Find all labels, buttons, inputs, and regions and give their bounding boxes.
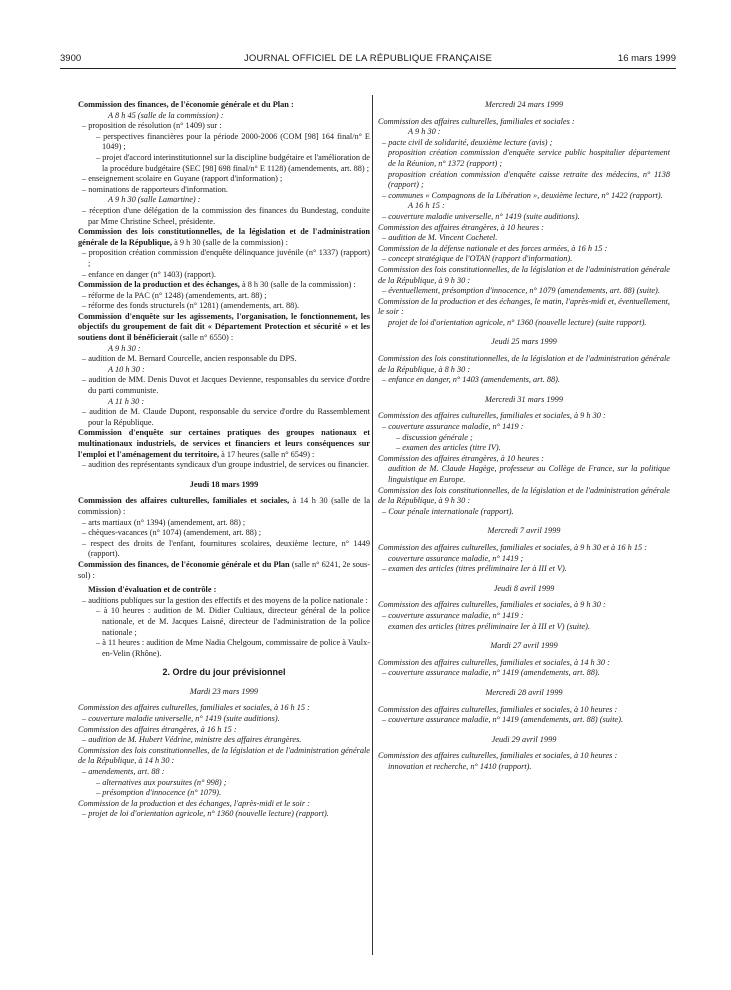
committee-heading: Commission des affaires culturelles, familiales et sociales, à 9 h 30 :	[378, 411, 606, 421]
agenda-item: – couverture assurance maladie, n° 1419 :	[382, 610, 524, 620]
agenda-item: – perspectives financières pour la période 2000-2006 (COM [98] 164 final/n° E 1049) ;	[96, 131, 370, 152]
committee-entry	[78, 227, 370, 248]
date-heading: Mardi 23 mars 1999	[189, 686, 259, 696]
date-heading: Jeudi 18 mars 1999	[189, 479, 259, 489]
agenda-item: – à 11 heures : audition de Mme Nadia Chelgoum, commissaire de police à Vaulx-en-Velin (Rhône).	[96, 638, 370, 658]
agenda-item: – projet d'accord interinstitutionnel sur la discipline budgétaire et l'amélioration de la procédure budgétaire (SEC [98] 698 final/n° E 1128) (amendements, art. 88) ;	[96, 152, 370, 173]
date-heading: Jeudi 25 mars 1999	[491, 337, 557, 347]
agenda-item: – amendements, art. 88 :	[82, 767, 165, 777]
agenda-item: – présomption d'innocence (n° 1079).	[96, 788, 222, 798]
session-time: A 10 h 30 :	[108, 364, 145, 374]
agenda-item: – réforme de la PAC (n° 1248) (amendements, art. 88) ;	[82, 290, 267, 300]
date-heading: Mercredi 28 avril 1999	[485, 687, 563, 697]
right-column	[378, 100, 670, 955]
committee-heading: Commission des lois constitutionnelles, de la législation et de l'administration générale de la République, à 9 h 30 :	[378, 485, 670, 506]
session-time: A 8 h 45 (salle de la commission) :	[108, 110, 224, 120]
agenda-item: audition de M. Claude Hagège, professeur au Collège de France, sur la politique linguistique en Europe.	[388, 464, 670, 484]
agenda-item: – audition de M. Claude Dupont, responsable du service d'ordre du Rassemblement pour la République.	[82, 407, 370, 427]
agenda-item: – examen des articles (titre IV).	[396, 443, 501, 453]
agenda-item: – arts martiaux (n° 1394) (amendement, art. 88) ;	[82, 517, 246, 527]
committee-heading: Commission d'enquête sur certaines pratiques des groupes nationaux et multinationaux industriels, de services et financiers et leurs conséquences sur l'emploi et l'aménagement du territoire,	[78, 428, 370, 459]
committee-heading: Commission des finances, de l'économie générale et du Plan :	[78, 100, 294, 109]
mission-heading: Mission d'évaluation et de contrôle :	[88, 585, 217, 595]
session-time: A 11 h 30 :	[108, 396, 145, 406]
agenda-item: – pacte civil de solidarité, deuxième lecture (avis) ;	[382, 137, 553, 147]
agenda-item: – examen des articles (titres préliminaire Ier à III et V).	[382, 564, 567, 574]
agenda-item: – respect des droits de l'enfant, fournitures scolaires, deuxième lecture, n° 1449 (rapport).	[82, 538, 370, 559]
committee-entry	[78, 280, 370, 291]
committee-heading: Commission de la production et des échanges, l'après-midi et le soir :	[78, 798, 310, 808]
session-time: (salle n° 6241, 2e sous-sol) :	[78, 559, 370, 580]
committee-heading: Commission des affaires culturelles, familiales et sociales, à 9 h 30 :	[378, 600, 606, 610]
session-time: A 9 h 30 :	[108, 343, 141, 353]
committee-heading: Commission des lois constitutionnelles, de la législation et de l'administration générale de la République, à 9 h 30 :	[378, 264, 670, 285]
agenda-item: – réforme des fonds structurels (n° 1281) (amendements, art. 88).	[82, 301, 300, 311]
agenda-item: – nominations de rapporteurs d'information.	[82, 184, 228, 194]
agenda-item: – couverture maladie universelle, n° 1419 (suite auditions).	[382, 211, 580, 221]
committee-entry	[78, 428, 370, 460]
committee-heading: Commission des affaires étrangères, à 10 heures :	[378, 453, 544, 463]
agenda-item: – audition de M. Bernard Courcelle, ancien responsable du DPS.	[82, 354, 297, 364]
agenda-item: – auditions publiques sur la gestion des effectifs et des moyens de la police nationale :	[82, 595, 368, 605]
session-time: (salle n° 6550) :	[177, 333, 234, 343]
committee-heading: Commission des affaires culturelles, familiales et sociales :	[378, 116, 575, 126]
issue-date: 16 mars 1999	[617, 53, 676, 64]
session-time: A 9 h 30 :	[408, 127, 441, 137]
agenda-item: – proposition de résolution (n° 1409) sur :	[82, 121, 222, 131]
page-number: 3900	[60, 53, 82, 64]
agenda-item: – audition de MM. Denis Duvot et Jacques Devienne, responsables du service d'ordre du parti communiste.	[82, 375, 370, 396]
agenda-item: – projet de loi d'orientation agricole, n° 1360 (nouvelle lecture) (rapport).	[82, 809, 329, 819]
session-time: à 8 h 30 (salle de la commission) :	[239, 280, 356, 290]
agenda-item: – proposition création commission d'enquête délinquance juvénile (n° 1337) (rapport) ;	[82, 248, 370, 268]
agenda-item: proposition création commission d'enquête caisse retraite des médecins, n° 1138 (rapport) ;	[388, 169, 670, 190]
committee-heading: Commission de la production et des échanges, le matin, l'après-midi et, éventuellement, le soir :	[378, 296, 670, 317]
agenda-item: – discussion générale ;	[396, 432, 473, 442]
committee-heading: Commission de la défense nationale et des forces armées, à 16 h 15 :	[378, 243, 608, 253]
committee-entry	[78, 560, 370, 581]
committee-heading: Commission des affaires culturelles, familiales et sociales,	[78, 496, 290, 506]
agenda-item: – chèques-vacances (n° 1074) (amendement, art. 88) ;	[82, 528, 262, 538]
agenda-item: projet de loi d'orientation agricole, n° 1360 (nouvelle lecture) (suite rapport).	[388, 317, 647, 327]
agenda-item: – couverture assurance maladie, n° 1419 :	[382, 422, 524, 432]
committee-heading: Commission des lois constitutionnelles, de la législation et de l'administration générale de la République, à 8 h 30 :	[378, 354, 670, 374]
page-header	[60, 50, 676, 69]
session-time: à 17 heures (salle n° 6549) :	[219, 449, 315, 459]
committee-heading: Commission des lois constitutionnelles, de la législation et de l'administration générale de la République,	[78, 227, 370, 247]
agenda-item: – concept stratégique de l'OTAN (rapport d'information).	[382, 254, 573, 264]
committee-heading: Commission des affaires culturelles, familiales et sociales, à 9 h 30 et à 16 h 15 :	[378, 542, 648, 552]
session-time: A 9 h 30 (salle Lamartine) :	[108, 195, 201, 205]
agenda-item: couverture assurance maladie, n° 1419 ;	[388, 553, 524, 563]
committee-entry	[78, 312, 370, 344]
agenda-item: – audition de M. Hubert Védrine, ministre des affaires étrangères.	[82, 735, 302, 745]
agenda-item: – alternatives aux poursuites (n° 998) ;	[96, 777, 227, 787]
committee-heading: Commission des affaires culturelles, familiales et sociales, à 16 h 15 :	[78, 703, 310, 713]
agenda-item: – enfance en danger, n° 1403 (amendements, art. 88).	[382, 375, 560, 385]
left-column	[78, 100, 370, 955]
agenda-item: – à 10 heures : audition de M. Didier Cultiaux, directeur général de la police nationale, et de M. Jacques Laisné, directeur de l'administration de la police nationale ;	[96, 606, 370, 637]
session-time: à 14 h 30 (salle de la commission) :	[78, 496, 370, 516]
agenda-item: – couverture maladie universelle, n° 1419 (suite auditions).	[82, 714, 280, 724]
date-heading: Jeudi 8 avril 1999	[493, 583, 555, 593]
agenda-item: – Cour pénale internationale (rapport).	[382, 506, 514, 516]
committee-heading: Commission des affaires culturelles, familiales et sociales, à 10 heures :	[378, 704, 618, 714]
date-heading: Mercredi 31 mars 1999	[485, 394, 563, 404]
committee-heading: Commission de la production et des échanges,	[78, 280, 240, 290]
agenda-item: – audition des représentants syndicaux d'un groupe industriel, de services ou financier.	[82, 460, 369, 470]
committee-entry	[78, 496, 370, 517]
agenda-item: – enseignement scolaire en Guyane (rapport d'information) ;	[82, 174, 283, 184]
agenda-item: – communes « Compagnons de la Libération », deuxième lecture, n° 1422 (rapport).	[382, 190, 663, 200]
column-divider	[372, 95, 373, 955]
agenda-item: proposition création commission d'enquête service public hospitalier département de la Réunion, n° 1372 (rapport) ;	[388, 148, 670, 168]
date-heading: Mercredi 24 mars 1999	[485, 100, 563, 109]
agenda-item: innovation et recherche, n° 1410 (rapport).	[388, 761, 532, 771]
session-time: à 9 h 30 (salle de la commission) :	[172, 237, 288, 247]
section-title: 2. Ordre du jour prévisionnel	[162, 667, 286, 678]
agenda-item: – couverture assurance maladie, n° 1419 (amendements, art. 88) (suite).	[382, 715, 624, 725]
date-heading: Jeudi 29 avril 1999	[491, 734, 557, 744]
agenda-item: – audition de M. Vincent Cochetel.	[382, 233, 498, 243]
committee-heading: Commission des lois constitutionnelles, de la législation et de l'administration générale de la République, à 14 h 30 :	[78, 745, 370, 766]
agenda-item: – éventuellement, présomption d'innocence, n° 1079 (amendements, art. 88) (suite).	[382, 286, 660, 296]
session-time: A 16 h 15 :	[408, 201, 445, 211]
agenda-item: – enfance en danger (n° 1403) (rapport).	[82, 269, 216, 279]
agenda-item: – couverture assurance maladie, n° 1419 (amendements, art. 88).	[382, 668, 600, 678]
committee-heading: Commission d'enquête sur les agissements, l'organisation, le fonctionnement, les objectifs du groupement de fait dit « Département Protection et sécurité » et les soutiens dont il bénéficierait	[78, 311, 370, 343]
committee-heading: Commission des affaires culturelles, familiales et sociales, à 10 heures :	[378, 751, 618, 761]
agenda-item: examen des articles (titres préliminaire Ier à III et V) (suite).	[388, 621, 590, 631]
agenda-item: – réception d'une délégation de la commission des finances du Bundestag, conduite par Mme Christine Scheel, présidente.	[82, 205, 370, 226]
committee-heading: Commission des affaires étrangères, à 16 h 15 :	[78, 724, 237, 734]
committee-heading: Commission des affaires culturelles, familiales et sociales, à 14 h 30 :	[378, 657, 610, 667]
journal-title: JOURNAL OFFICIEL DE LA RÉPUBLIQUE FRANÇAISE	[243, 53, 493, 64]
committee-heading: Commission des affaires étrangères, à 10 heures :	[378, 222, 544, 232]
date-heading: Mardi 27 avril 1999	[490, 641, 558, 651]
date-heading: Mercredi 7 avril 1999	[487, 526, 561, 536]
committee-heading: Commission des finances, de l'économie générale et du Plan	[78, 559, 290, 569]
